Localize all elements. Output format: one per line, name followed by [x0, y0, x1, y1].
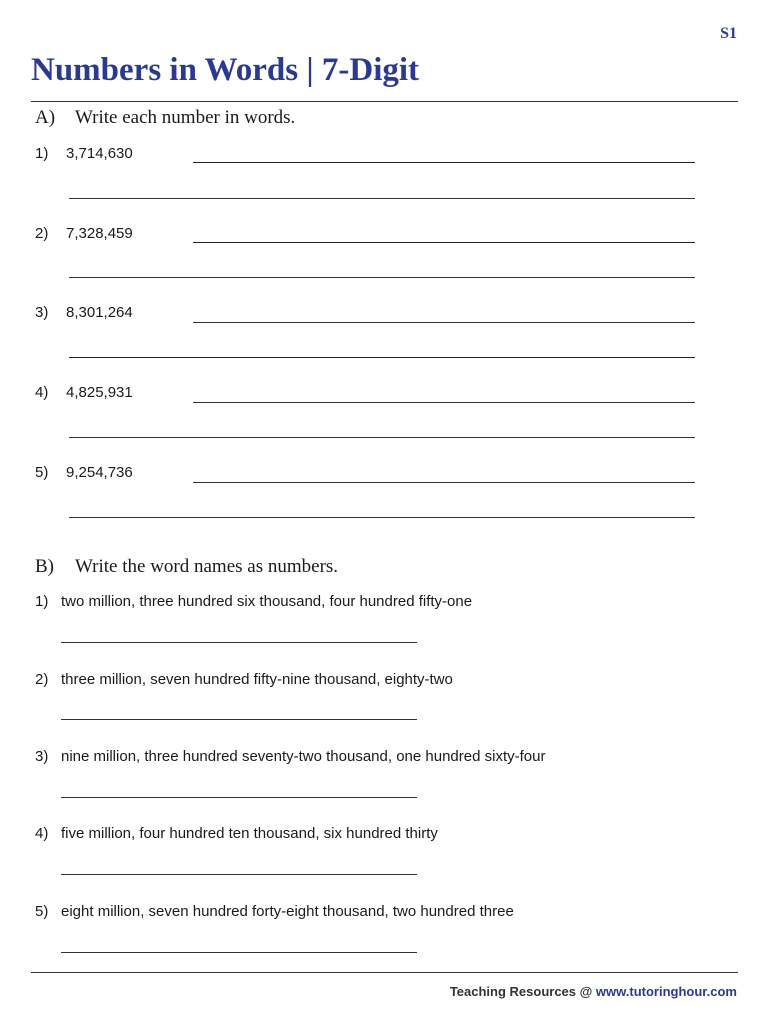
question-a1 — [35, 146, 133, 161]
question-value: 8,301,264 — [66, 304, 133, 321]
footer-link[interactable]: www.tutoringhour.com — [595, 984, 737, 999]
question-text: three million, seven hundred fifty-nine thousand, eighty-two — [61, 671, 453, 688]
question-a4 — [35, 385, 133, 400]
footer — [450, 984, 737, 999]
answer-line-a3-second[interactable] — [69, 357, 695, 358]
question-number: 3) — [35, 748, 49, 765]
question-b3 — [35, 749, 545, 764]
question-number: 4) — [35, 825, 49, 842]
question-text: eight million, seven hundred forty-eight thousand, two hundred three — [61, 903, 514, 920]
section-b-heading — [35, 557, 338, 576]
answer-line-b5[interactable] — [61, 952, 417, 953]
question-number: 5) — [35, 464, 49, 481]
question-b2 — [35, 672, 453, 687]
section-a-letter: A) — [35, 107, 56, 128]
question-text: five million, four hundred ten thousand, six hundred thirty — [61, 825, 438, 842]
answer-line-a4-second[interactable] — [69, 437, 695, 438]
question-number: 1) — [35, 145, 49, 162]
question-number: 3) — [35, 304, 49, 321]
question-value: 7,328,459 — [66, 225, 133, 242]
answer-line-a1-first[interactable] — [193, 162, 695, 163]
question-value: 3,714,630 — [66, 145, 133, 162]
question-value: 4,825,931 — [66, 384, 133, 401]
answer-line-a2-first[interactable] — [193, 242, 695, 243]
question-a2 — [35, 226, 133, 241]
answer-line-a1-second[interactable] — [69, 198, 695, 199]
section-b-letter: B) — [35, 556, 54, 577]
question-b4 — [35, 826, 438, 841]
answer-line-a3-first[interactable] — [193, 322, 695, 323]
question-text: two million, three hundred six thousand, four hundred fifty-one — [61, 593, 473, 610]
answer-line-a2-second[interactable] — [69, 277, 695, 278]
footer-label: Teaching Resources @ — [449, 984, 596, 999]
question-b5 — [35, 904, 514, 919]
question-a3 — [35, 305, 133, 320]
question-a5 — [35, 465, 133, 480]
sheet-code: S1 — [720, 25, 737, 42]
answer-line-a5-first[interactable] — [193, 482, 695, 483]
question-value: 9,254,736 — [66, 464, 133, 481]
title-divider — [31, 101, 738, 102]
question-number: 5) — [35, 903, 49, 920]
answer-line-a4-first[interactable] — [193, 402, 695, 403]
question-number: 4) — [35, 384, 49, 401]
question-number: 1) — [35, 593, 49, 610]
answer-line-b3[interactable] — [61, 797, 417, 798]
question-number: 2) — [35, 671, 49, 688]
answer-line-b4[interactable] — [61, 874, 417, 875]
footer-divider — [31, 972, 738, 973]
question-text: nine million, three hundred seventy-two thousand, one hundred sixty-four — [61, 748, 546, 765]
section-a-instruction: Write each number in words. — [75, 107, 296, 128]
answer-line-a5-second[interactable] — [69, 517, 695, 518]
answer-line-b1[interactable] — [61, 642, 417, 643]
answer-line-b2[interactable] — [61, 719, 417, 720]
question-b1 — [35, 594, 472, 609]
question-number: 2) — [35, 225, 49, 242]
section-b-instruction: Write the word names as numbers. — [75, 556, 339, 577]
section-a-heading — [35, 108, 295, 127]
page-title: Numbers in Words | 7-Digit — [31, 52, 420, 88]
